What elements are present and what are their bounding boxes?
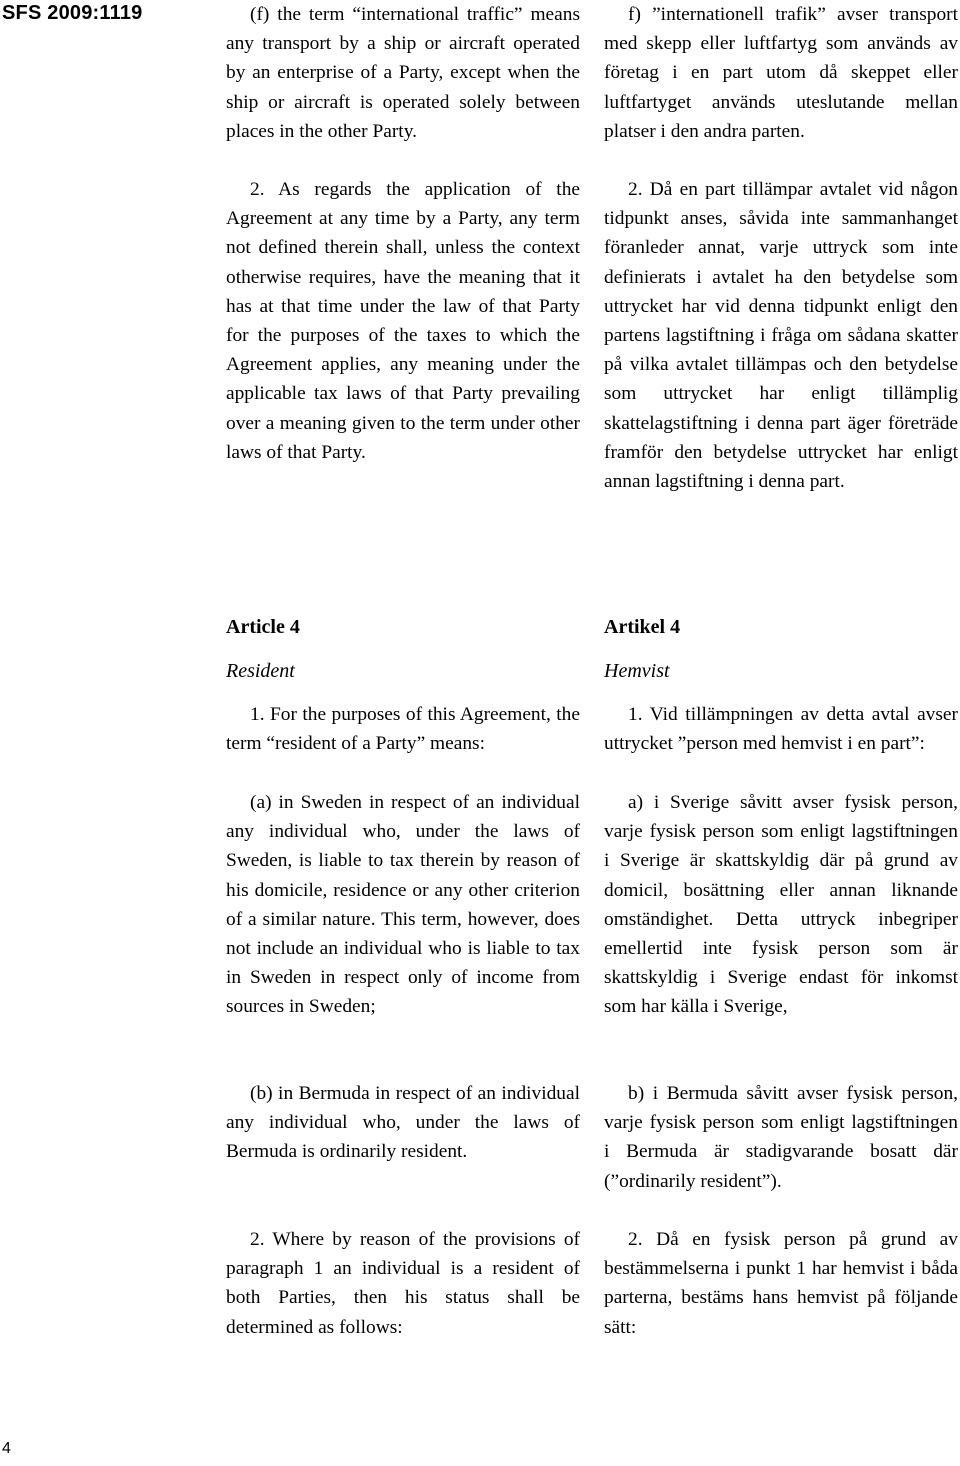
en-paragraph-2-interpretation: 2. As regards the application of the Agreement at any time by a Party, any term not defined therein shall, unless the context otherwise requires, have the meaning that it has at that time under the law of that Party for the purposes of the taxes to which the Agreement applies, any meaning under the applicable tax laws of that Party prevailing over a meaning given to the term under other laws of that Party. — [226, 179, 580, 463]
sv-article-4-paragraph-2: 2. Då en fysisk person på grund av bestämmelserna i punkt 1 har hemvist i båda parterna, bestäms hans hemvist på följande sätt: — [604, 1229, 958, 1338]
en-article-heading: Article 4 — [226, 616, 300, 638]
sv-paragraph-2-interpretation: 2. Då en part tillämpar avtalet vid någon tidpunkt anses, såvida inte sammanhanget föranleder annat, varje uttryck som inte definierats i avtalet ha den betydelse som uttrycket har vid denna tidpunkt enligt den partens lagstiftning i fråga om sådana skatter på vilka avtalet tillämpas och den betydelse som uttrycket har enligt tillämplig skattelagstiftning i denna part äger företräde framför den betydelse uttrycket har enligt annan lagstiftning i denna part. — [604, 179, 958, 493]
en-article-4-paragraph-1b: (b) in Bermuda in respect of an individual any individual who, under the laws of Bermuda is ordinarily resident. — [226, 1083, 580, 1163]
page-number: 4 — [2, 1440, 11, 1457]
sv-article-4-paragraph-1: 1. Vid tillämpningen av detta avtal avser uttrycket ”person med hemvist i en part”: — [604, 704, 958, 755]
sv-article-4-paragraph-1a: a) i Sverige såvitt avser fysisk person, varje fysisk person som enligt lagstiftningen i Sverige är skattskyldig där på grund av domicil, bosättning eller annan liknande omständighet. Detta uttryck inbegriper emellertid inte fysisk person som är skattskyldig i Sverige endast för inkomst som har källa i Sverige, — [604, 792, 958, 1018]
en-article-4-paragraph-2: 2. Where by reason of the provisions of paragraph 1 an individual is a resident of both Parties, then his status shall be determined as follows: — [226, 1229, 580, 1338]
en-article-subtitle: Resident — [226, 660, 295, 682]
sv-definition-international-traffic: f) ”internationell trafik” avser transport med skepp eller luftfartyg som används av företag i en part utom då skeppet eller luftfartyget används uteslutande mellan platser i den andra parten. — [604, 4, 958, 142]
en-definition-international-traffic: (f) the term “international traffic” means any transport by a ship or aircraft operated by an enterprise of a Party, except when the ship or aircraft is operated solely between places in the other Party. — [226, 4, 580, 142]
sv-article-4-paragraph-1b: b) i Bermuda såvitt avser fysisk person, varje fysisk person som enligt lagstiftningen i Bermuda är stadigvarande bosatt där (”ordinarily resident”). — [604, 1083, 958, 1192]
sfs-number: SFS 2009:1119 — [2, 2, 143, 24]
en-article-4-paragraph-1a: (a) in Sweden in respect of an individual any individual who, under the laws of Sweden, is liable to tax therein by reason of his domicile, residence or any other criterion of a similar nature. This term, however, does not include an individual who is liable to tax in Sweden in respect only of income from sources in Sweden; — [226, 792, 580, 1018]
sv-article-heading: Artikel 4 — [604, 616, 681, 638]
sv-article-subtitle: Hemvist — [604, 660, 670, 682]
en-article-4-paragraph-1: 1. For the purposes of this Agreement, the term “resident of a Party” means: — [226, 704, 580, 755]
